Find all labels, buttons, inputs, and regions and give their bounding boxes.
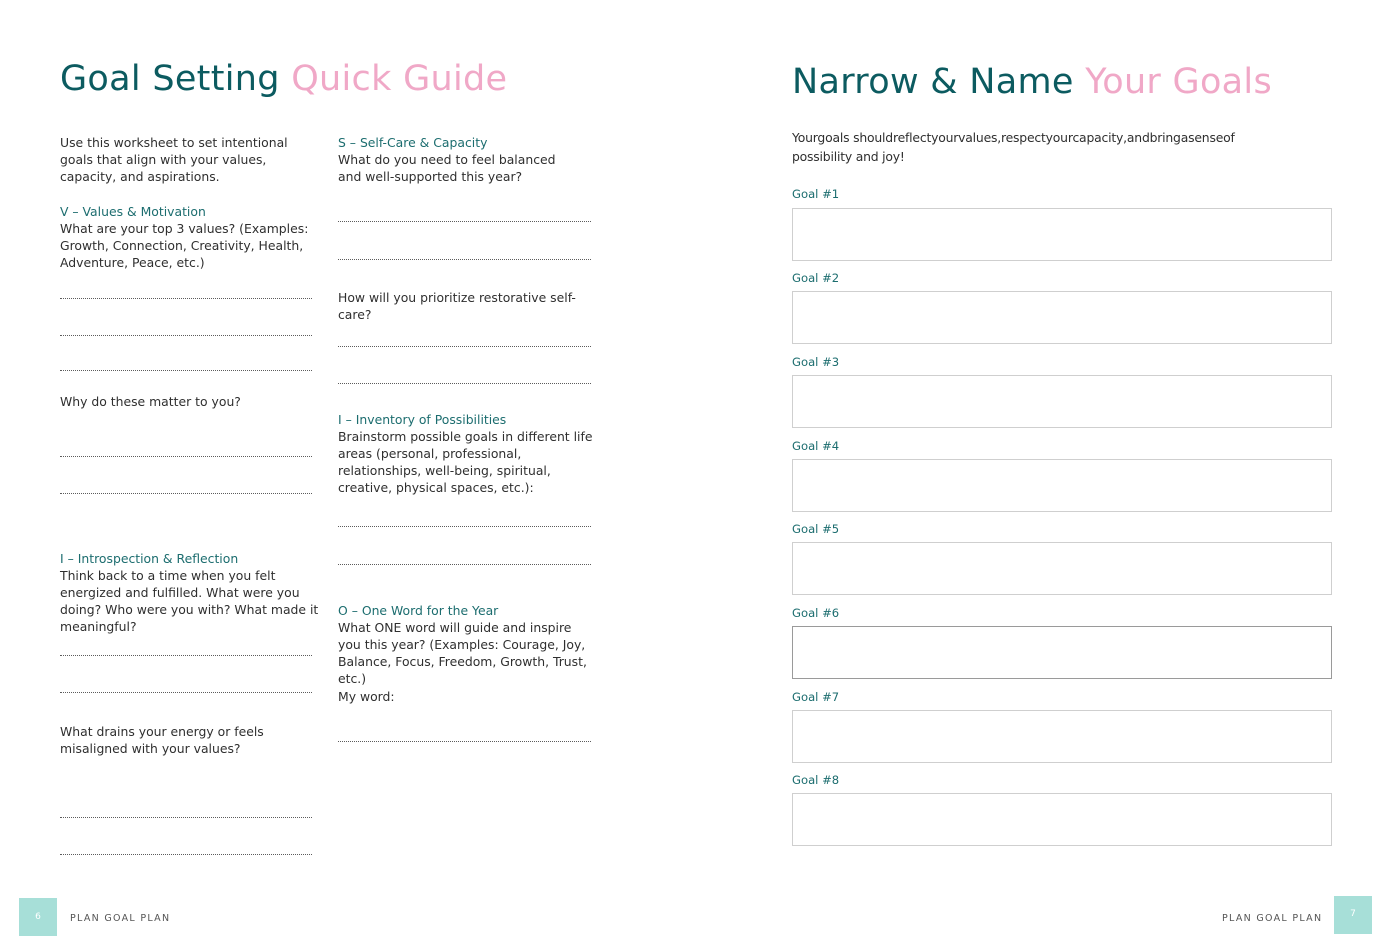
answer-line[interactable] xyxy=(60,298,312,299)
answer-line[interactable] xyxy=(338,259,591,260)
page-number-tab: 7 xyxy=(1334,896,1372,934)
introspection-question-2: What drains your energy or feels misaligned with your values? xyxy=(60,724,264,756)
goal-input-7[interactable] xyxy=(792,710,1332,763)
inventory-question-1: Brainstorm possible goals in different life areas (personal, professional, relationships, well-being, spiritual, creative, physical spaces, etc.): xyxy=(338,429,593,495)
answer-line[interactable] xyxy=(338,221,591,222)
goal-input-1[interactable] xyxy=(792,208,1332,261)
goal-input-8[interactable] xyxy=(792,793,1332,846)
answer-line[interactable] xyxy=(338,564,591,565)
answer-line[interactable] xyxy=(60,692,312,693)
goal-input-3[interactable] xyxy=(792,375,1332,428)
introspection-heading: I – Introspection & Reflection xyxy=(60,551,239,566)
values-question-2: Why do these matter to you? xyxy=(60,394,241,409)
introspection-question-1: Think back to a time when you felt energized and fulfilled. What were you doing? Who were you with? What made it meaningful? xyxy=(60,568,319,634)
inventory-heading: I – Inventory of Possibilities xyxy=(338,412,507,427)
left-page-title xyxy=(60,59,508,99)
self-care-question-1: What do you need to feel balanced and well-supported this year? xyxy=(338,152,556,184)
self-care-heading: S – Self-Care & Capacity xyxy=(338,135,488,150)
right-title-part1: Narrow & Name xyxy=(792,62,1074,102)
one-word-heading: O – One Word for the Year xyxy=(338,603,499,618)
values-heading: V – Values & Motivation xyxy=(60,204,206,219)
answer-line[interactable] xyxy=(60,854,312,855)
answer-line[interactable] xyxy=(338,741,591,742)
answer-line[interactable] xyxy=(60,493,312,494)
answer-line[interactable] xyxy=(338,383,591,384)
footer-brand: PLAN GOAL PLAN xyxy=(1222,913,1323,924)
goal-input-4[interactable] xyxy=(792,459,1332,512)
footer-brand: PLAN GOAL PLAN xyxy=(70,913,171,924)
left-intro: Use this worksheet to set intentional goals that align with your values, capacity, and aspirations. xyxy=(60,135,288,184)
values-question-1: What are your top 3 values? (Examples: Growth, Connection, Creativity, Health, Adventure, Peace, etc.) xyxy=(60,221,309,270)
answer-line[interactable] xyxy=(60,655,312,656)
answer-line[interactable] xyxy=(338,346,591,347)
goal-input-5[interactable] xyxy=(792,542,1332,595)
answer-line[interactable] xyxy=(60,370,312,371)
goal-label-3: Goal #3 xyxy=(792,355,840,369)
page-number-tab: 6 xyxy=(19,898,57,936)
answer-line[interactable] xyxy=(60,817,312,818)
goal-label-6: Goal #6 xyxy=(792,606,840,620)
answer-line[interactable] xyxy=(60,456,312,457)
right-title-part2: Your Goals xyxy=(1085,62,1272,102)
self-care-question-2: How will you prioritize restorative self-care? xyxy=(338,290,576,322)
goal-input-2[interactable] xyxy=(792,291,1332,344)
goal-label-2: Goal #2 xyxy=(792,271,840,285)
one-word-question-1: What ONE word will guide and inspire you this year? (Examples: Courage, Joy, Balance, Focus, Freedom, Growth, Trust, etc.) xyxy=(338,620,587,686)
left-title-part2: Quick Guide xyxy=(291,59,508,99)
one-word-question-2: My word: xyxy=(338,689,395,704)
left-title-part1: Goal Setting xyxy=(60,59,280,99)
goal-label-7: Goal #7 xyxy=(792,690,840,704)
right-intro: Yourgoals shouldreflectyourvalues,respectyourcapacity,andbringasenseof possibility and joy! xyxy=(792,130,1235,164)
right-page-title xyxy=(792,62,1272,102)
goal-label-8: Goal #8 xyxy=(792,773,840,787)
goal-label-1: Goal #1 xyxy=(792,187,840,201)
answer-line[interactable] xyxy=(60,335,312,336)
answer-line[interactable] xyxy=(338,526,591,527)
goal-label-4: Goal #4 xyxy=(792,439,840,453)
goal-label-5: Goal #5 xyxy=(792,522,840,536)
goal-input-6[interactable] xyxy=(792,626,1332,679)
